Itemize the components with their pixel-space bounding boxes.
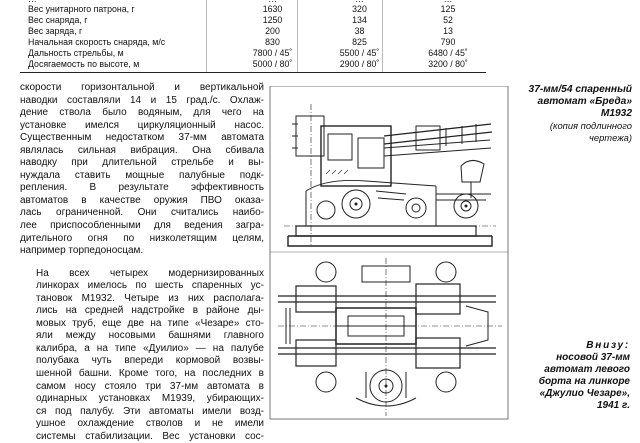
caption-sub-line: (копия подлинного bbox=[549, 120, 632, 131]
row-label: Дальность стрельбы, м bbox=[28, 48, 124, 58]
row-label: Вес заряда, г bbox=[28, 26, 83, 36]
figure-caption-top bbox=[514, 84, 632, 143]
row-value: 2900 / 80˚ bbox=[339, 59, 380, 69]
text-line: наводку при длительной стрельбе и вы- bbox=[20, 157, 264, 169]
row-value: 825 bbox=[352, 37, 367, 47]
row-label: Вес унитарного патрона, г bbox=[28, 4, 135, 14]
text-line: установке имелся циркуляционный насос. bbox=[20, 119, 264, 131]
text-line: шенной башни. Кроме того, на последних в bbox=[36, 368, 264, 380]
table-row bbox=[20, 4, 486, 14]
text-line: являлась сильная вибрация. Она сбивала bbox=[20, 144, 264, 156]
row-value: 320 bbox=[352, 4, 367, 14]
text-line: Существенным недостатком 37-мм автомата bbox=[20, 132, 264, 144]
row-value: 5000 / 80˚ bbox=[252, 59, 293, 69]
row-value: 13 bbox=[443, 26, 453, 36]
technical-drawing-illustration bbox=[266, 86, 510, 421]
caption-line: носовой 37-мм bbox=[556, 352, 630, 363]
specifications-table bbox=[20, 0, 486, 73]
caption-line: 1941 г. bbox=[596, 400, 630, 411]
text-line: линкорах имелось по шесть спаренных ус- bbox=[36, 280, 264, 292]
row-label: Досягаемость по высоте, м bbox=[28, 59, 140, 69]
row-value: 200 bbox=[265, 26, 280, 36]
text-line: дительного огня по низколетящим целям, bbox=[20, 232, 264, 244]
text-line: яли между носовыми башнями главного bbox=[36, 330, 264, 342]
text-line: лась ограниченной. Они считались наибо- bbox=[20, 207, 264, 219]
text-line: лись на средней надстройке в районе ды- bbox=[36, 305, 264, 317]
row-value: 3200 / 80˚ bbox=[428, 59, 468, 69]
row-value: 1630 bbox=[262, 4, 283, 14]
caption-title-line: 37-мм/54 спаренный bbox=[528, 84, 632, 95]
caption-line: «Джулио Чезаре», bbox=[539, 388, 630, 399]
gun-mount-drawing bbox=[266, 86, 510, 421]
row-value: 1250 bbox=[262, 15, 283, 25]
article-column bbox=[20, 82, 264, 443]
table-row bbox=[20, 37, 486, 47]
text-line: дение ствола было водяным, для чего на bbox=[20, 107, 264, 119]
row-value: 38 bbox=[354, 26, 365, 36]
row-value: 52 bbox=[443, 15, 453, 25]
text-line: калибра, а на типе «Дуилио» — на палубе bbox=[36, 342, 264, 354]
caption-title-line: автомат «Бреда» bbox=[537, 96, 632, 107]
caption-line: борта на линкоре bbox=[538, 376, 630, 387]
row-value: 6480 / 45˚ bbox=[428, 48, 468, 58]
text-line: системы стабилизации. Вес установки сос- bbox=[36, 430, 264, 442]
text-line: скорости горизонтальной и вертикальной bbox=[20, 82, 264, 93]
article-paragraph-2 bbox=[20, 268, 264, 443]
row-label: Вес снаряда, г bbox=[28, 15, 88, 25]
text-line: ся под палубу. Эти автоматы имели возд- bbox=[36, 405, 264, 417]
row-value: 830 bbox=[265, 37, 280, 47]
text-line: нуждала ставить мощные палубные подк- bbox=[20, 169, 264, 181]
text-line: мовых труб, еще две на типе «Чезаре» сто- bbox=[36, 317, 264, 329]
text-line: например торпедоносцам. bbox=[20, 245, 144, 257]
table-row bbox=[20, 15, 486, 25]
caption-line: автомат левого bbox=[544, 364, 630, 375]
row-value: 125 bbox=[440, 4, 456, 14]
caption-sub-line: чертежа) bbox=[589, 131, 632, 143]
caption-title-line: М1932 bbox=[600, 108, 632, 119]
row-value: 134 bbox=[352, 15, 367, 25]
row-value: 7800 / 45˚ bbox=[252, 48, 293, 58]
text-line: полубака чуть впереди кормовой возвы- bbox=[36, 355, 264, 367]
text-line: лее приспособленными для ведения загра- bbox=[20, 220, 264, 232]
table-row bbox=[20, 59, 486, 69]
text-line: одинарных установках М1939, убирающих- bbox=[36, 393, 264, 405]
text-line: репления. В результате эффективность bbox=[20, 182, 264, 194]
table-row bbox=[20, 26, 486, 36]
row-value: 790 bbox=[440, 37, 456, 47]
caption-heading: Внизу: bbox=[586, 340, 630, 351]
text-line: тановок М1932. Четыре из них располага- bbox=[36, 292, 264, 304]
text-line: автоматов в качестве оружия ПВО оказа- bbox=[20, 194, 264, 206]
row-label: Начальная скорость снаряда, м/с bbox=[28, 37, 166, 47]
article-paragraph-1 bbox=[20, 82, 264, 258]
text-line: самом носу стояло три 37-мм автомата в bbox=[36, 380, 264, 392]
text-line: На всех четырех модернизированных bbox=[36, 267, 264, 279]
row-value: 5500 / 45˚ bbox=[339, 48, 380, 58]
figure-caption-bottom bbox=[512, 340, 630, 412]
text-line: ушное охлаждение стволов и не имели bbox=[36, 418, 264, 430]
text-line: наводки составляли 14 и 15 град./с. Охлаж- bbox=[20, 94, 264, 106]
table-row bbox=[20, 48, 486, 58]
